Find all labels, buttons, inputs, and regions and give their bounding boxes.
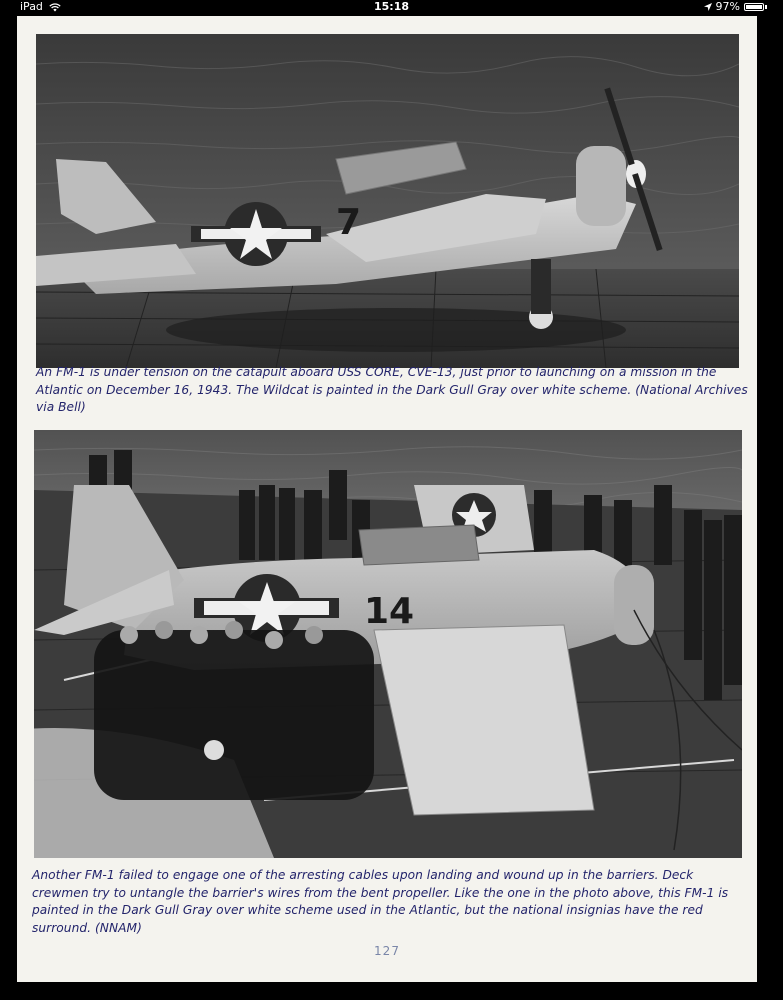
page-number: 127 [374,944,400,958]
status-bar [0,0,783,14]
device-label: iPad [20,0,43,13]
book-page [17,16,757,982]
fuselage-number-bottom: 14 [364,591,415,632]
photo-catapult-wildcat [36,34,739,368]
location-arrow-icon [704,3,712,11]
battery-fill [746,5,762,9]
photo-barrier-wildcat [34,430,742,858]
caption-top: An FM-1 is under tension on the catapult aboard USS CORE, CVE-13, just prior to launching on a mission in the Atlantic on December 16, 1943. The Wildcat is painted in the Dark Gull Gray over white scheme. (National Archives via Bell) [36,365,748,414]
clock: 15:18 [373,0,409,13]
fuselage-number-top: 7 [336,202,362,243]
battery-percent: 97% [715,0,740,13]
battery-tip [765,5,767,9]
caption-bottom: Another FM-1 failed to engage one of the arresting cables upon landing and wound up in the barriers. Deck crewmen try to untangle the barrier's wires from the bent propeller. Like the one in the photo above, this FM-1 is painted in the Dark Gull Gray over white scheme used in the Atlantic, but the national insignias have the red surround. (NNAM) [32,868,729,935]
battery-icon [744,3,764,11]
